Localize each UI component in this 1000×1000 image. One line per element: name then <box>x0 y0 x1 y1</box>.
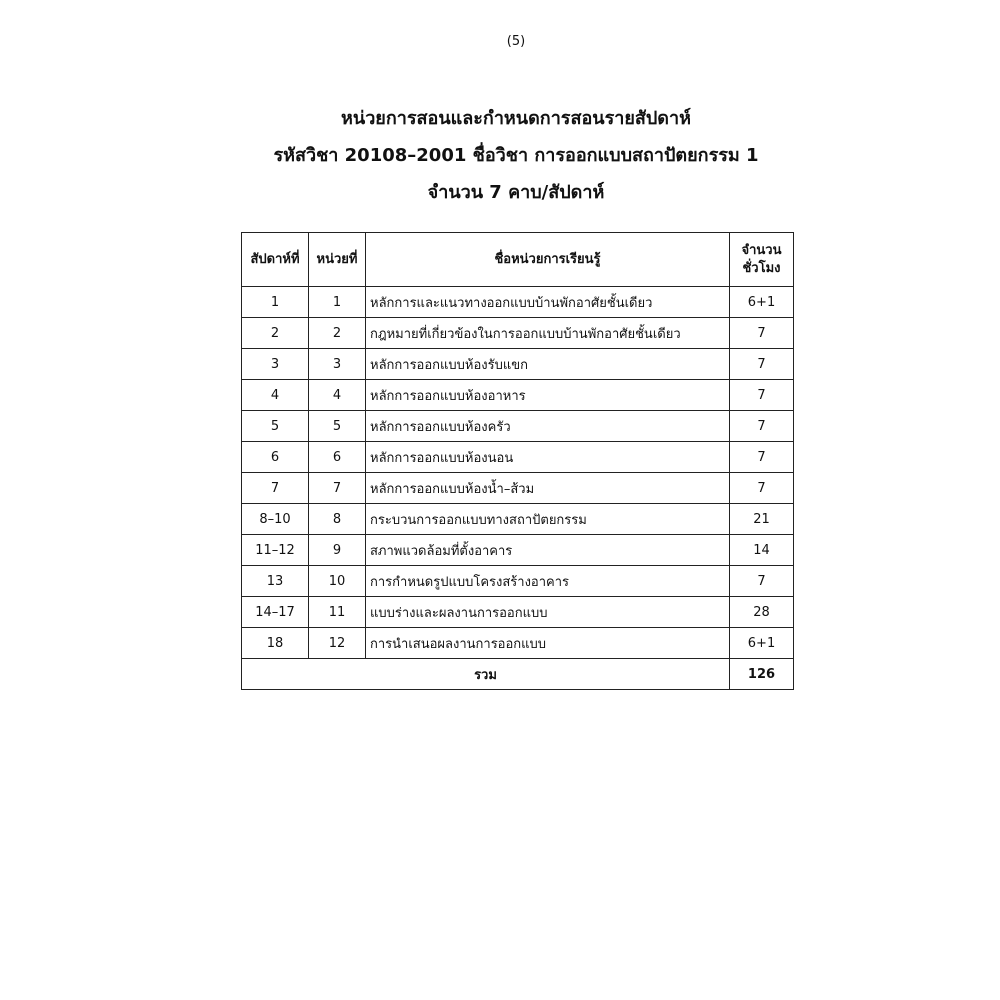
cell-unit-name: หลักการและแนวทางออกแบบบ้านพักอาศัยชั้นเดียว <box>366 287 730 318</box>
cell-week: 11–12 <box>242 535 309 566</box>
cell-unit: 3 <box>309 349 366 380</box>
cell-unit-name: หลักการออกแบบห้องอาหาร <box>366 380 730 411</box>
cell-week: 14–17 <box>242 597 309 628</box>
cell-unit: 4 <box>309 380 366 411</box>
table-row <box>242 287 794 318</box>
cell-hours: 21 <box>730 504 794 535</box>
cell-unit-name: การกำหนดรูปแบบโครงสร้างอาคาร <box>366 566 730 597</box>
units-table <box>241 232 794 690</box>
cell-unit: 2 <box>309 318 366 349</box>
cell-hours: 28 <box>730 597 794 628</box>
page-number: (5) <box>506 34 526 49</box>
header-week: สัปดาห์ที่ <box>242 233 309 287</box>
cell-unit-name: แบบร่างและผลงานการออกแบบ <box>366 597 730 628</box>
table-row <box>242 597 794 628</box>
title-line-1: หน่วยการสอนและกำหนดการสอนรายสัปดาห์ <box>341 108 691 129</box>
table-row <box>242 349 794 380</box>
cell-week: 1 <box>242 287 309 318</box>
cell-unit: 8 <box>309 504 366 535</box>
table-row <box>242 411 794 442</box>
cell-hours: 14 <box>730 535 794 566</box>
cell-week: 5 <box>242 411 309 442</box>
cell-unit: 5 <box>309 411 366 442</box>
cell-unit: 6 <box>309 442 366 473</box>
header-unit: หน่วยที่ <box>309 233 366 287</box>
cell-unit-name: หลักการออกแบบห้องนอน <box>366 442 730 473</box>
cell-unit: 10 <box>309 566 366 597</box>
cell-hours: 7 <box>730 566 794 597</box>
table-row <box>242 504 794 535</box>
cell-unit-name: กระบวนการออกแบบทางสถาปัตยกรรม <box>366 504 730 535</box>
table-row <box>242 318 794 349</box>
cell-hours: 7 <box>730 318 794 349</box>
cell-hours: 7 <box>730 442 794 473</box>
cell-week: 6 <box>242 442 309 473</box>
cell-unit-name: หลักการออกแบบห้องน้ำ–ส้วม <box>366 473 730 504</box>
document-title-block <box>0 100 1000 211</box>
cell-hours: 7 <box>730 349 794 380</box>
cell-week: 7 <box>242 473 309 504</box>
table-total-row <box>242 659 794 690</box>
header-hours-line2: ชั่วโมง <box>742 260 781 276</box>
cell-hours: 6+1 <box>730 287 794 318</box>
cell-unit-name: สภาพแวดล้อมที่ตั้งอาคาร <box>366 535 730 566</box>
table-row <box>242 628 794 659</box>
table-row <box>242 535 794 566</box>
cell-unit-name: หลักการออกแบบห้องรับแขก <box>366 349 730 380</box>
cell-unit-name: หลักการออกแบบห้องครัว <box>366 411 730 442</box>
cell-unit-name: การนำเสนอผลงานการออกแบบ <box>366 628 730 659</box>
title-line-2: รหัสวิชา 20108–2001 ชื่อวิชา การออกแบบสถาปัตยกรรม 1 <box>273 145 759 166</box>
cell-hours: 7 <box>730 380 794 411</box>
table-body <box>242 287 794 659</box>
header-hours <box>730 233 794 287</box>
table-row <box>242 473 794 504</box>
cell-unit: 1 <box>309 287 366 318</box>
header-hours-line1: จำนวน <box>741 242 782 258</box>
cell-hours: 6+1 <box>730 628 794 659</box>
header-unit-name: ชื่อหน่วยการเรียนรู้ <box>366 233 730 287</box>
cell-week: 3 <box>242 349 309 380</box>
cell-week: 4 <box>242 380 309 411</box>
title-line-3: จำนวน 7 คาบ/สัปดาห์ <box>427 182 605 203</box>
cell-unit: 12 <box>309 628 366 659</box>
table-row <box>242 442 794 473</box>
table-row <box>242 566 794 597</box>
total-value: 126 <box>730 659 794 690</box>
cell-week: 2 <box>242 318 309 349</box>
cell-hours: 7 <box>730 473 794 504</box>
table-row <box>242 380 794 411</box>
cell-hours: 7 <box>730 411 794 442</box>
cell-unit-name: กฎหมายที่เกี่ยวข้องในการออกแบบบ้านพักอาศัยชั้นเดียว <box>366 318 730 349</box>
cell-unit: 11 <box>309 597 366 628</box>
total-label: รวม <box>242 659 730 690</box>
cell-week: 8–10 <box>242 504 309 535</box>
table-header-row <box>242 233 794 287</box>
cell-week: 18 <box>242 628 309 659</box>
cell-week: 13 <box>242 566 309 597</box>
cell-unit: 9 <box>309 535 366 566</box>
cell-unit: 7 <box>309 473 366 504</box>
